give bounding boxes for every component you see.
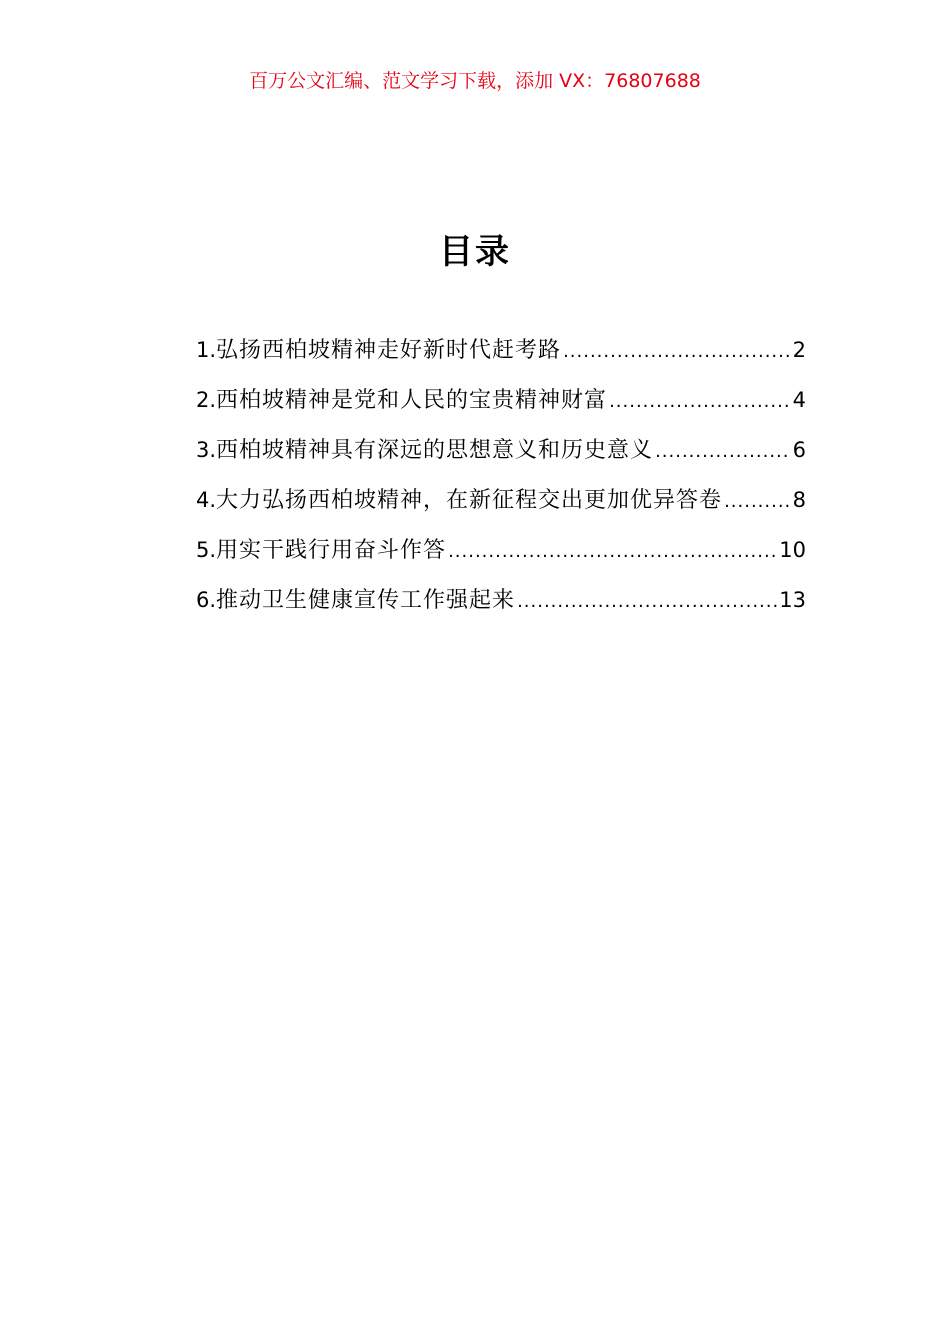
toc-dot-leader [517, 584, 777, 620]
toc-entry-page: 10 [779, 538, 806, 562]
toc-entry-title: 用实干践行用奋斗作答 [216, 538, 447, 563]
toc-entry-title: 西柏坡精神是党和人民的宝贵精神财富 [216, 388, 608, 413]
toc-entry-number: 1. [196, 338, 217, 362]
toc-dot-leader [724, 484, 791, 520]
toc-entry-number: 6. [196, 588, 217, 612]
toc-entry-title: 弘扬西柏坡精神走好新时代赶考路 [216, 338, 562, 363]
header-note: 百万公文汇编、范文学习下载，添加 VX：76807688 [249, 70, 701, 92]
toc-dot-leader [609, 384, 791, 420]
toc-dot-leader [655, 434, 791, 470]
toc-dot-leader [563, 334, 791, 370]
toc-entry-page: 13 [779, 588, 806, 612]
toc-entry-title: 大力弘扬西柏坡精神，在新征程交出更加优异答卷 [216, 488, 723, 513]
toc-entry-5[interactable] [196, 532, 806, 582]
toc-entry-3[interactable] [196, 432, 806, 482]
toc-entry-6[interactable] [196, 582, 806, 632]
toc-entry-4[interactable] [196, 482, 806, 532]
toc-entry-page: 6 [792, 438, 806, 462]
toc-entry-title: 西柏坡精神具有深远的思想意义和历史意义 [216, 438, 654, 463]
toc-entry-number: 3. [196, 438, 217, 462]
toc-entry-number: 4. [196, 488, 217, 512]
toc-entry-number: 2. [196, 388, 217, 412]
toc-entry-number: 5. [196, 538, 217, 562]
toc-entry-1[interactable] [196, 332, 806, 382]
toc-entry-page: 8 [792, 488, 806, 512]
toc-entry-page: 2 [792, 338, 806, 362]
table-of-contents [196, 332, 806, 632]
toc-entry-2[interactable] [196, 382, 806, 432]
toc-dot-leader [448, 534, 777, 570]
toc-entry-title: 推动卫生健康宣传工作强起来 [216, 588, 516, 613]
toc-title: 目录 [439, 232, 511, 272]
toc-entry-page: 4 [792, 388, 806, 412]
